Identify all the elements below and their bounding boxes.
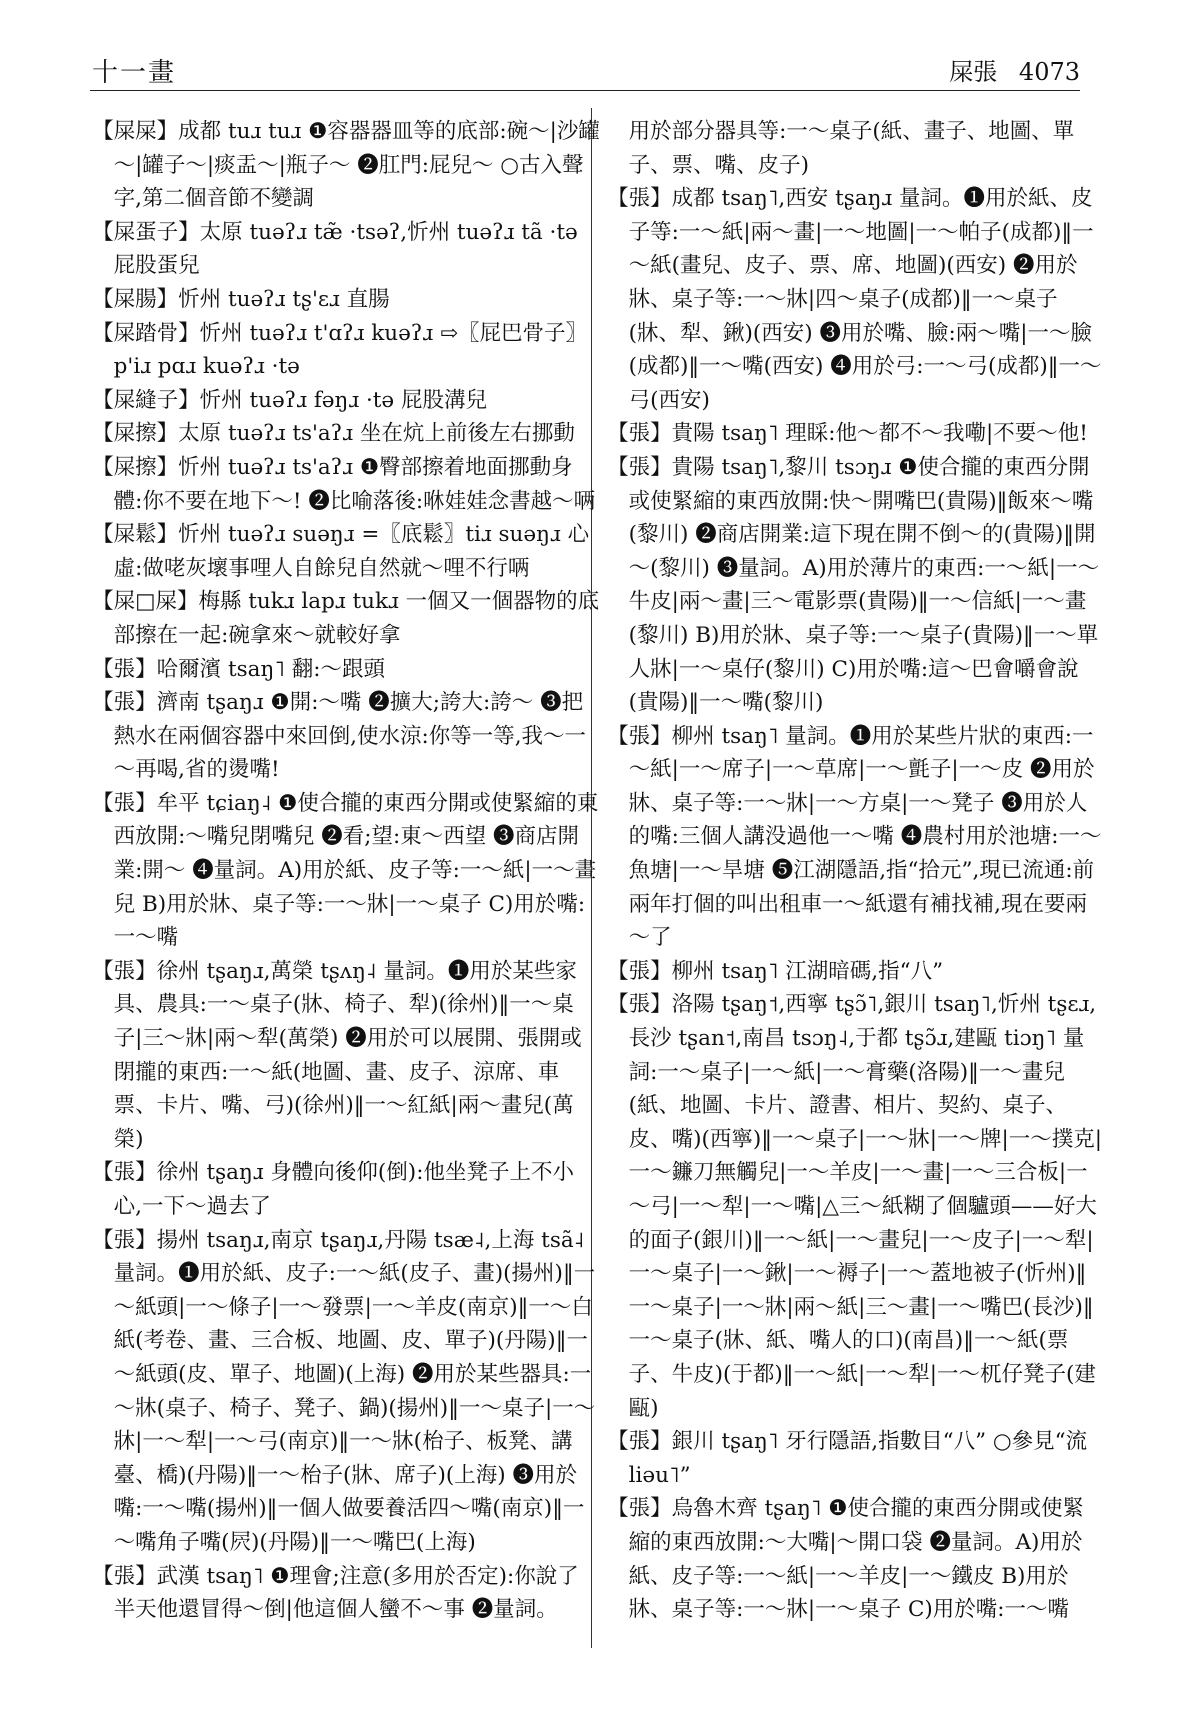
page-header bbox=[90, 50, 1080, 91]
dictionary-entry: 【張】濟南 tʂaŋɹ ❶開:～嘴 ❷擴大;誇大:誇～ ❸把熱水在兩個容器中來回倒,使水涼:你等一等,我～一～再喝,省的燙嘴! bbox=[92, 690, 587, 783]
dictionary-entry: 【張】洛陽 tʂaŋ˦,西寧 tʂɔ̃˥,銀川 tsaŋ˥,忻州 tʂɛɹ,長沙 tʂan˦,南昌 tsɔŋ˨,于都 tʂɔ̃ɹ,建甌 tiɔŋ˥ 量詞:一～桌子|一～紙|一～膏藥(洛陽)‖一～畫兒(紙、地圖、卡片、證書、相片、契約、桌子、皮、嘴)(西寧)‖一～桌子|一～牀|一～牌|一～撲克|一～鐮刀無觸兒|一～羊皮|一～畫|一～三合板|一～弓|一～犁|一～嘴|△三～紙糊了個驢頭——好大的面子(銀川)‖一～紙|一～畫兒|一～皮子|一～犁|一～桌子|一～鍬|一～褥子|一～蓋地被子(忻州)‖一～桌子|一～牀|兩～紙|三～畫|一～嘴巴(長沙)‖一～桌子(牀、紙、嘴人的口)(南昌)‖一～紙(票子、牛皮)(于都)‖一～紙|一～犁|一～杌仔凳子(建甌) bbox=[607, 992, 1103, 1421]
dictionary-entry: 【張】徐州 tʂaŋɹ,萬榮 tʂʌŋ˨ 量詞。❶用於某些家具、農具:一～桌子(牀、椅子、犁)(徐州)‖一～桌子|三～牀|兩～犁(萬榮) ❷用於可以展開、張開或閉攏的東西:一～紙(地圖、畫、皮子、涼席、車票、卡片、嘴、弓)(徐州)‖一～紅紙|兩～畫兒(萬榮) bbox=[92, 958, 582, 1152]
dictionary-entry: 【張】成都 tsaŋ˥,西安 tʂaŋɹ 量詞。❶用於紙、皮子等:一～紙|兩～畫|一～地圖|一～帕子(成都)‖一～紙(畫兒、皮子、票、席、地圖)(西安) ❷用於牀、桌子等:一～牀|四～桌子(成都)‖一～桌子(牀、犁、鍬)(西安) ❸用於嘴、臉:兩～嘴|一～臉(成都)‖一～嘴(西安) ❹用於弓:一～弓(成都)‖一～弓(西安) bbox=[607, 186, 1102, 413]
dictionary-entry: 【屎踏骨】忻州 tuəʔɹ t'ɑʔɹ kuəʔɹ ⇨〖屁巴骨子〗p'iɹ pɑɹ kuəʔɹ ·tə bbox=[92, 320, 588, 380]
running-head bbox=[935, 52, 1080, 87]
dictionary-entry: 【屎擦】太原 tuəʔɹ ts'aʔɹ 坐在炕上前後左右挪動 bbox=[92, 421, 575, 447]
dictionary-entry-continuation: 用於部分器具等:一～桌子(紙、畫子、地圖、單子、票、嘴、皮子) bbox=[628, 119, 1075, 178]
dictionary-entry: 【屎腸】忻州 tuəʔɹ tʂ'ɛɹ 直腸 bbox=[92, 286, 390, 312]
section-label: 十一畫 bbox=[92, 58, 177, 88]
dictionary-entry: 【張】銀川 tʂaŋ˥ 牙行隱語,指數目“八” ○參見“流liəu˥” bbox=[607, 1429, 1088, 1488]
dictionary-entry: 【屎縫子】忻州 tuəʔɹ fəŋɹ ·tə 屁股溝兒 bbox=[92, 387, 487, 413]
dictionary-entry: 【屎蛋子】太原 tuəʔɹ tæ̃ ·tsəʔ,忻州 tuəʔɹ tã ·tə 屁股蛋兒 bbox=[92, 219, 578, 279]
left-column bbox=[90, 115, 600, 1627]
dictionary-entry: 【屎擦】忻州 tuəʔɹ ts'aʔɹ ❶臀部擦着地面挪動身體:你不要在地下～! ❷比喻落後:咻娃娃念書越～唡 bbox=[92, 454, 596, 514]
dictionary-entry: 【張】貴陽 tsaŋ˥ 理睬:他～都不～我嘞|不要～他! bbox=[607, 421, 1088, 447]
dictionary-entry: 【張】貴陽 tsaŋ˥,黎川 tsɔŋɹ ❶使合攏的東西分開或使緊縮的東西放開:快～開嘴巴(貴陽)‖飯來～嘴(黎川) ❷商店開業:這下現在開不倒～的(貴陽)‖開～(黎川) ❸量詞。A)用於薄片的東西:一～紙|一～牛皮|兩～畫|三～電影票(貴陽)‖一～信紙|一～畫(黎川) B)用於牀、桌子等:一～桌子(貴陽)‖一～單人牀|一～桌仔(黎川) C)用於嘴:這～巴會嚼會說(貴陽)‖一～嘴(黎川) bbox=[607, 454, 1100, 716]
right-column bbox=[605, 115, 1105, 1627]
dictionary-entry: 【張】徐州 tʂaŋɹ 身體向後仰(倒):他坐凳子上不小心,一下～過去了 bbox=[92, 1160, 574, 1219]
dictionary-entry: 【屎屎】成都 tuɹ tuɹ ❶容器器皿等的底部:碗～|沙罐～|罐子～|痰盂～|瓶子～ ❷肛門:屁兒～ ○古入聲字,第二個音節不變調 bbox=[92, 119, 600, 212]
dictionary-entry: 【張】哈爾濱 tsaŋ˥ 翻:～跟頭 bbox=[92, 656, 385, 682]
dictionary-entry: 【張】柳州 tsaŋ˥ 量詞。❶用於某些片狀的東西:一～紙|一～席子|一～草席|一～氈子|一～皮 ❷用於牀、桌子等:一～牀|一～方桌|一～凳子 ❸用於人的嘴:三個人講没過他一～嘴 ❹農村用於池塘:一～魚塘|一～旱塘 ❺江湖隱語,指“拾元”,現已流通:前兩年打個的叫出租車一～紙還有補找補,現在要兩～了 bbox=[607, 723, 1102, 951]
dictionary-entry: 【張】牟平 tɕiaŋ˨ ❶使合攏的東西分開或使緊縮的東西放開:～嘴兒閉嘴兒 ❷看;望:東～西望 ❸商店開業:開～ ❹量詞。A)用於紙、皮子等:一～紙|一～畫兒 B)用於牀、桌子等:一～牀|一～桌子 C)用於嘴:一～嘴 bbox=[92, 790, 599, 951]
dictionary-entry: 【屎鬆】忻州 tuəʔɹ suəŋɹ =〖底鬆〗tiɹ suəŋɹ 心虛:做咾灰壞事哩人自餘兒自然就～哩不行唡 bbox=[92, 522, 590, 581]
dictionary-entry: 【張】揚州 tsaŋɹ,南京 tʂaŋɹ,丹陽 tsæ˨,上海 tsã˨ 量詞。❶用於紙、皮子:一～紙(皮子、畫)(揚州)‖一～紙頭|一～條子|一～發票|一～羊皮(南京)‖一～白紙(考卷、畫、三合板、地圖、皮、單子)(丹陽)‖一～紙頭(皮、單子、地圖)(上海) ❷用於某些器具:一～牀(桌子、椅子、凳子、鍋)(揚州)‖一～桌子|一～牀|一～犁|一～弓(南京)‖一～牀(枱子、板凳、講臺、橋)(丹陽)‖一～枱子(牀、席子)(上海) ❸用於嘴:一～嘴(揚州)‖一個人做要養活四～嘴(南京)‖一～嘴角子嘴(屄)(丹陽)‖一～嘴巴(上海) bbox=[92, 1227, 596, 1555]
dictionary-entry: 【張】烏魯木齊 tʂaŋ˥ ❶使合攏的東西分開或使緊縮的東西放開:～大嘴|～開口袋 ❷量詞。A)用於紙、皮子等:一～紙|一～羊皮|一～鐵皮 B)用於牀、桌子等:一～牀|一～桌子 C)用於嘴:一～嘴 bbox=[607, 1496, 1085, 1623]
dictionary-entry: 【張】武漢 tsaŋ˥ ❶理會;注意(多用於否定):你說了半天他還冒得～倒|他這個人蠻不～事 ❷量詞。 bbox=[92, 1563, 579, 1623]
dictionary-entry: 【張】柳州 tsaŋ˥ 江湖暗碼,指“八” bbox=[607, 958, 944, 984]
headword-label: 屎張 bbox=[949, 58, 998, 86]
dictionary-entry: 【屎□屎】梅縣 tukɹ lapɹ tukɹ 一個又一個器物的底部擦在一起:碗拿來～就較好拿 bbox=[92, 589, 600, 648]
page-number: 4073 bbox=[1018, 58, 1080, 86]
